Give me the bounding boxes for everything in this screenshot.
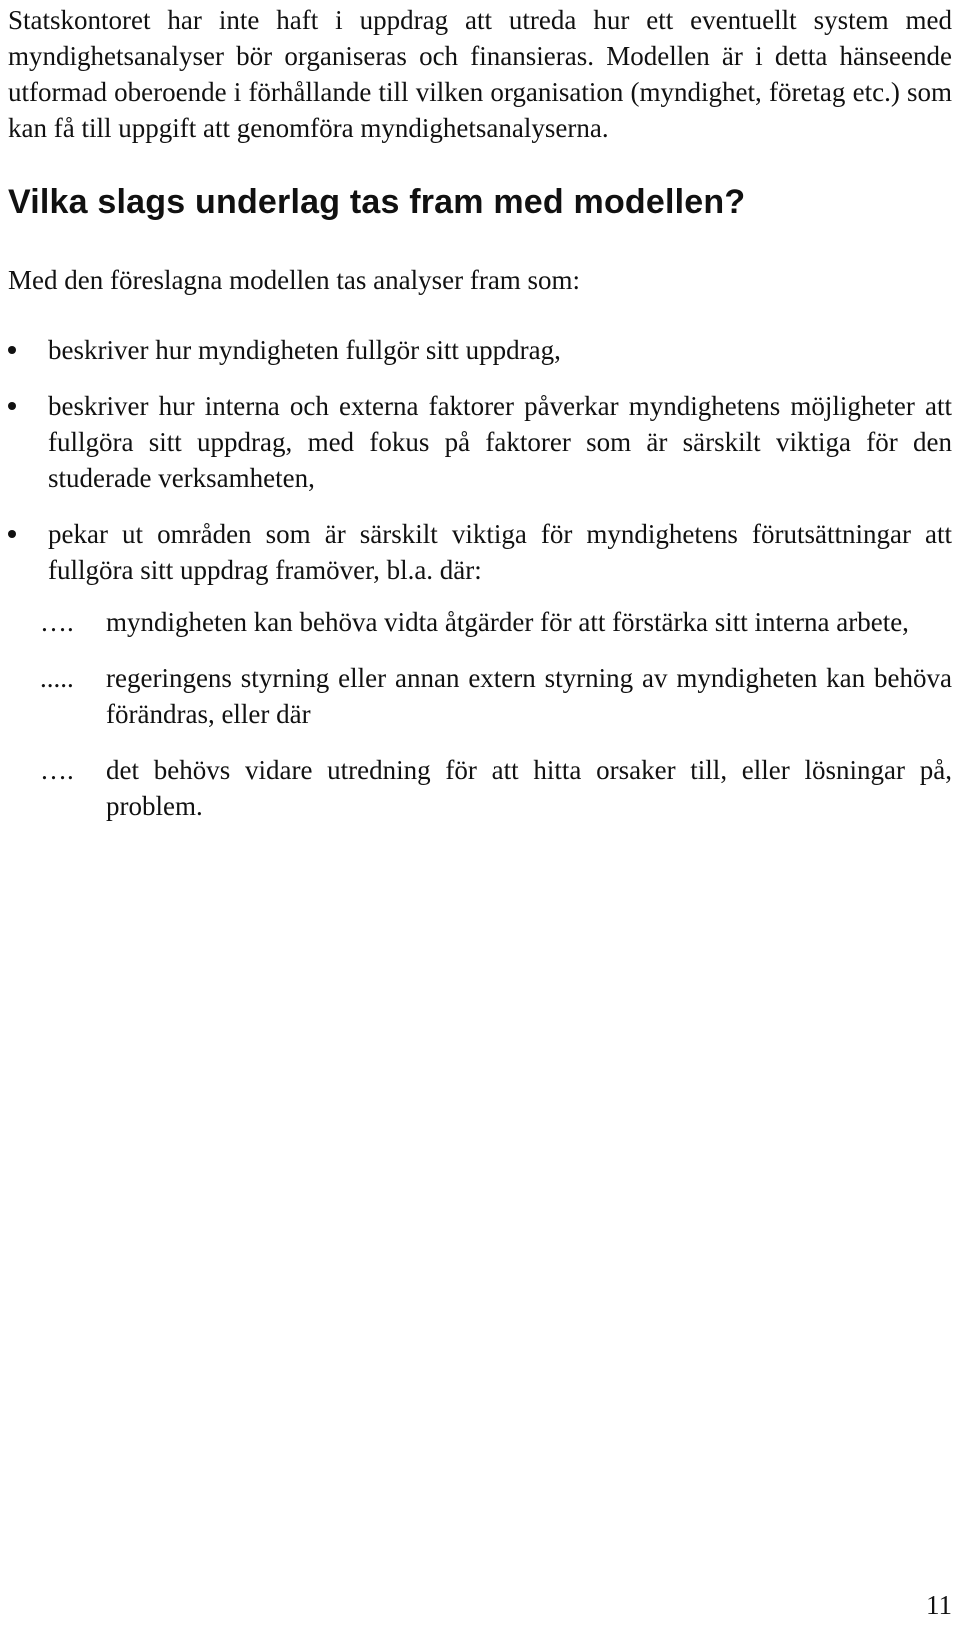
sub-list-item bbox=[8, 604, 952, 640]
sub-item-text: det behövs vidare utredning för att hitta orsaker till, eller lösningar på, problem. bbox=[106, 755, 952, 821]
bullet-icon bbox=[8, 402, 16, 410]
sub-item-text: regeringens styrning eller annan extern styrning av myndigheten kan behöva förändras, eller där bbox=[106, 663, 952, 729]
list-item bbox=[8, 388, 952, 496]
section-heading: Vilka slags underlag tas fram med modellen? bbox=[8, 183, 746, 221]
lead-paragraph: Med den föreslagna modellen tas analyser fram som: bbox=[8, 265, 581, 295]
sub-item-text: myndigheten kan behöva vidta åtgärder för att förstärka sitt interna arbete, bbox=[106, 607, 909, 637]
sub-item-marker: …. bbox=[40, 755, 74, 785]
bullet-icon bbox=[8, 530, 16, 538]
sub-list-item bbox=[8, 660, 952, 732]
bullet-list bbox=[8, 332, 952, 588]
list-item bbox=[8, 516, 952, 588]
sub-list bbox=[8, 604, 952, 824]
list-item bbox=[8, 332, 952, 368]
list-item-text: beskriver hur interna och externa faktorer påverkar myndighetens möjligheter att fullgöra sitt uppdrag, med fokus på faktorer som är särskilt viktiga för den studerade verksamheten, bbox=[48, 391, 952, 493]
sub-item-marker: ..... bbox=[40, 663, 74, 693]
page-number: 11 bbox=[926, 1590, 952, 1620]
bullet-icon bbox=[8, 346, 16, 354]
sub-item-marker: …. bbox=[40, 607, 74, 637]
list-item-text: pekar ut områden som är särskilt viktiga för myndighetens förutsättningar att fullgöra sitt uppdrag framöver, bl.a. där: bbox=[48, 519, 952, 585]
list-item-text: beskriver hur myndigheten fullgör sitt uppdrag, bbox=[48, 335, 561, 365]
document-page bbox=[8, 0, 952, 844]
sub-list-item bbox=[8, 752, 952, 824]
intro-paragraph: Statskontoret har inte haft i uppdrag att utreda hur ett eventuellt system med myndighetsanalyser bör organiseras och finansieras. Modellen är i detta hänseende utformad oberoende i förhållande till vilken organisation (myndighet, företag etc.) som kan få till uppgift att genomföra myndighetsanalyserna. bbox=[8, 5, 952, 143]
